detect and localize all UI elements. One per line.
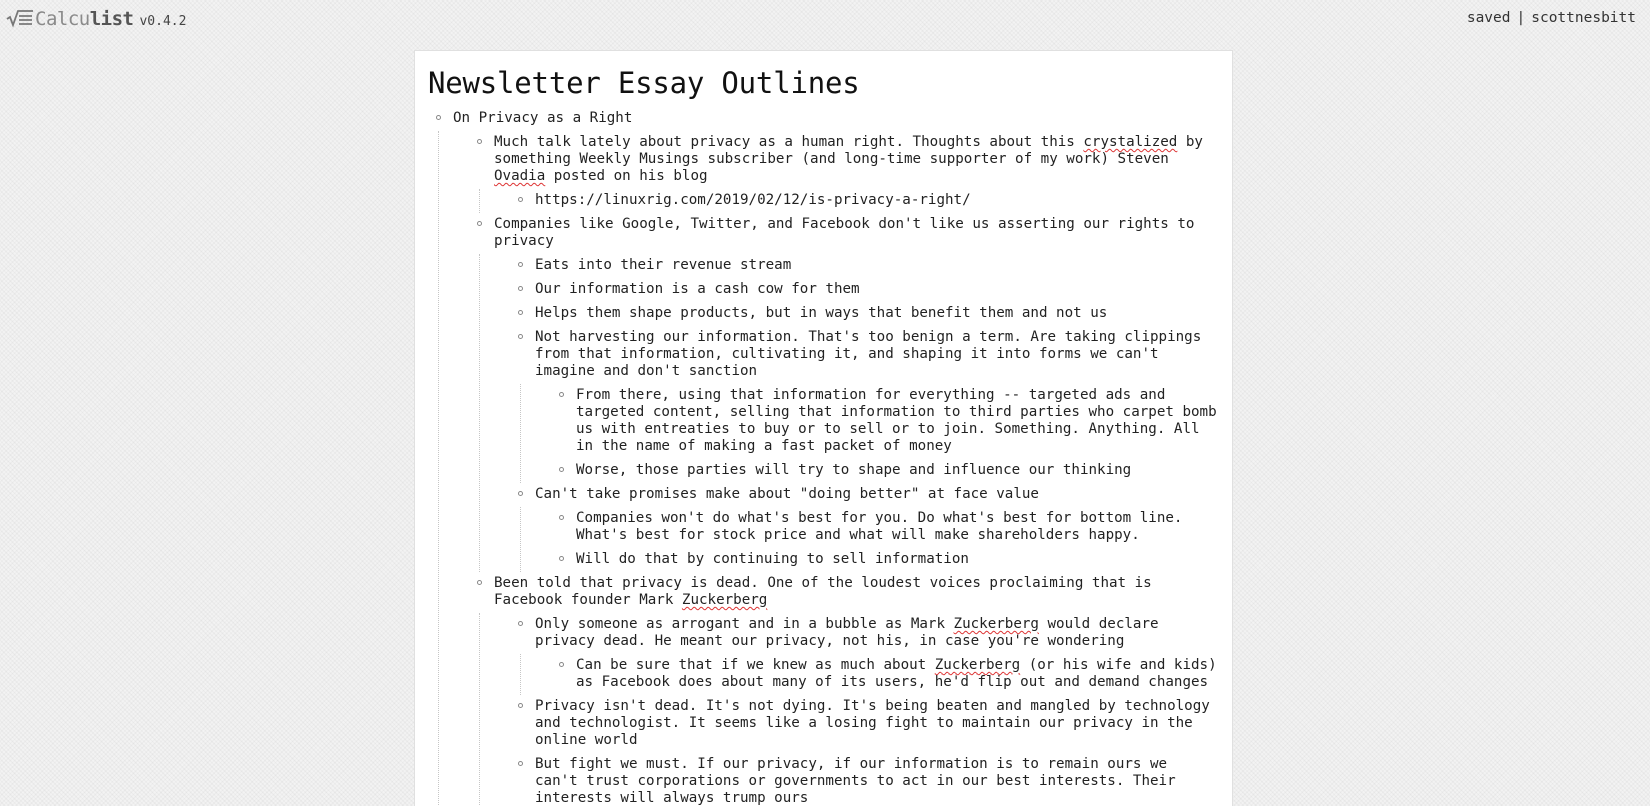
calculist-logo-icon — [6, 8, 34, 30]
outline-item — [469, 213, 1226, 572]
outline-item — [510, 613, 1226, 695]
bullet-icon[interactable] — [518, 286, 523, 291]
outline-item-row[interactable] — [551, 507, 1218, 548]
app-name: Calculist — [35, 8, 134, 30]
bullet-icon[interactable] — [518, 334, 523, 339]
spellcheck-flagged-word: Zuckerberg — [681, 592, 768, 608]
header-separator: | — [1516, 10, 1526, 26]
outline-item-row[interactable] — [510, 278, 1218, 302]
outline-item — [510, 483, 1218, 572]
outline-children — [469, 254, 1226, 572]
outline-item-text[interactable]: Only someone as arrogant and in a bubble as Mark Zuckerberg would declare privacy dead. He meant our privacy, not his, in case you're wondering — [535, 616, 1168, 649]
outline-item-row[interactable] — [510, 302, 1218, 326]
outline-item-row[interactable] — [551, 654, 1226, 695]
outline-item — [469, 572, 1226, 806]
app-version: v0.4.2 — [139, 13, 187, 29]
bullet-icon[interactable] — [477, 580, 482, 585]
outline-item — [551, 548, 1218, 572]
outline-item-text[interactable]: Companies like Google, Twitter, and Facebook don't like us asserting our rights to privacy — [494, 216, 1203, 249]
bullet-icon[interactable] — [559, 662, 564, 667]
outline-item-row[interactable] — [469, 572, 1218, 613]
outline-item-row[interactable] — [510, 254, 1218, 278]
outline-item-row[interactable] — [510, 483, 1218, 507]
outline-item — [510, 326, 1226, 483]
outline-item-text[interactable]: Been told that privacy is dead. One of the loudest voices proclaiming that is Facebook founder Mark Zuckerberg — [494, 575, 1161, 608]
spellcheck-flagged-word: crystalized — [1083, 134, 1178, 150]
bullet-icon[interactable] — [559, 556, 564, 561]
bullet-icon[interactable] — [518, 621, 523, 626]
outline-document — [414, 50, 1233, 806]
username-link[interactable]: scottnesbitt — [1531, 10, 1636, 26]
bullet-icon[interactable] — [559, 392, 564, 397]
outline-item-text[interactable]: Worse, those parties will try to shape and influence our thinking — [576, 462, 1132, 478]
outline-item-row[interactable] — [510, 753, 1218, 806]
spellcheck-flagged-word: Zuckerberg — [934, 657, 1021, 673]
bullet-icon[interactable] — [518, 197, 523, 202]
outline-item-text[interactable]: Can be sure that if we knew as much about Zuckerberg (or his wife and kids) as Facebook does about many of its users, he'd flip out and demand changes — [576, 657, 1226, 690]
outline-item-row[interactable] — [510, 189, 1218, 213]
outline-item-text[interactable]: Eats into their revenue stream — [535, 257, 792, 273]
bullet-icon[interactable] — [559, 467, 564, 472]
outline-item — [469, 131, 1218, 213]
bullet-icon[interactable] — [518, 262, 523, 267]
bullet-icon[interactable] — [477, 221, 482, 226]
outline-item-row[interactable] — [510, 326, 1218, 384]
outline-item — [551, 507, 1218, 548]
bullet-icon[interactable] — [477, 139, 482, 144]
app-header — [6, 8, 186, 30]
outline-item — [510, 753, 1218, 806]
outline-item — [551, 384, 1226, 459]
outline-item-row[interactable] — [469, 131, 1218, 189]
outline-item-row[interactable] — [510, 613, 1218, 654]
outline-item — [510, 278, 1218, 302]
outline-children — [428, 131, 1226, 806]
bullet-icon[interactable] — [518, 703, 523, 708]
outline-item-text[interactable]: Our information is a cash cow for them — [535, 281, 860, 297]
outline-item-text[interactable]: Will do that by continuing to sell information — [576, 551, 969, 567]
outline-item — [510, 695, 1218, 753]
outline-item-text[interactable]: Companies won't do what's best for you. Do what's best for bottom line. What's best for stock price and what will make shareholders happy. — [576, 510, 1192, 543]
outline-item — [510, 302, 1218, 326]
outline-item-row[interactable] — [510, 695, 1218, 753]
bullet-icon[interactable] — [518, 310, 523, 315]
outline-item — [510, 189, 1218, 213]
spellcheck-flagged-word: Ovadia — [494, 168, 546, 184]
outline-item-text[interactable]: On Privacy as a Right — [453, 110, 633, 126]
save-status: saved — [1466, 10, 1511, 26]
outline-item-row[interactable] — [551, 548, 1218, 572]
outline-item — [551, 654, 1226, 695]
bullet-icon[interactable] — [518, 491, 523, 496]
outline-item — [510, 254, 1218, 278]
outline-children — [510, 384, 1226, 483]
bullet-icon[interactable] — [436, 115, 441, 120]
outline-item-text[interactable]: Helps them shape products, but in ways that benefit them and not us — [535, 305, 1108, 321]
outline-children — [469, 613, 1226, 806]
outline-item-text[interactable]: But fight we must. If our privacy, if our information is to remain ours we can't trust corporations or governments to act in our best interests. Their interests will always trump ours — [535, 756, 1185, 806]
outline-item — [551, 459, 1218, 483]
spellcheck-flagged-word: Zuckerberg — [953, 616, 1039, 632]
outline-children — [469, 189, 1218, 213]
header-status-area — [1467, 10, 1636, 26]
outline-tree — [428, 107, 1226, 806]
outline-item-row[interactable] — [551, 384, 1226, 459]
outline-item-text[interactable]: From there, using that information for everything -- targeted ads and targeted content, selling that information to third parties who carpet bomb us with entreaties to buy or to sell or to join. Something. Anything. All in the name of making a fast packet of money — [576, 387, 1226, 454]
outline-children — [510, 654, 1226, 695]
outline-item-text[interactable]: Privacy isn't dead. It's not dying. It's being beaten and mangled by technology and technologist. It seems like a losing fight to maintain our privacy in the online world — [535, 698, 1219, 748]
outline-item-text[interactable]: Much talk lately about privacy as a human right. Thoughts about this crystalized by something Weekly Musings subscriber (and long-time supporter of my work) Steven Ovadia posted on his blog — [494, 134, 1212, 184]
bullet-icon[interactable] — [559, 515, 564, 520]
outline-item — [428, 107, 1226, 806]
bullet-icon[interactable] — [518, 761, 523, 766]
outline-item-text[interactable]: https://linuxrig.com/2019/02/12/is-privacy-a-right/ — [535, 192, 971, 208]
outline-item-text[interactable]: Not harvesting our information. That's too benign a term. Are taking clippings from that information, cultivating it, and shaping it into forms we can't imagine and don't sanction — [535, 329, 1210, 379]
outline-item-row[interactable] — [428, 107, 1218, 131]
outline-children — [510, 507, 1218, 572]
page-title[interactable]: Newsletter Essay Outlines — [428, 66, 860, 100]
outline-item-text[interactable]: Can't take promises make about "doing better" at face value — [535, 486, 1039, 502]
outline-item-row[interactable] — [469, 213, 1218, 254]
outline-item-row[interactable] — [551, 459, 1218, 483]
